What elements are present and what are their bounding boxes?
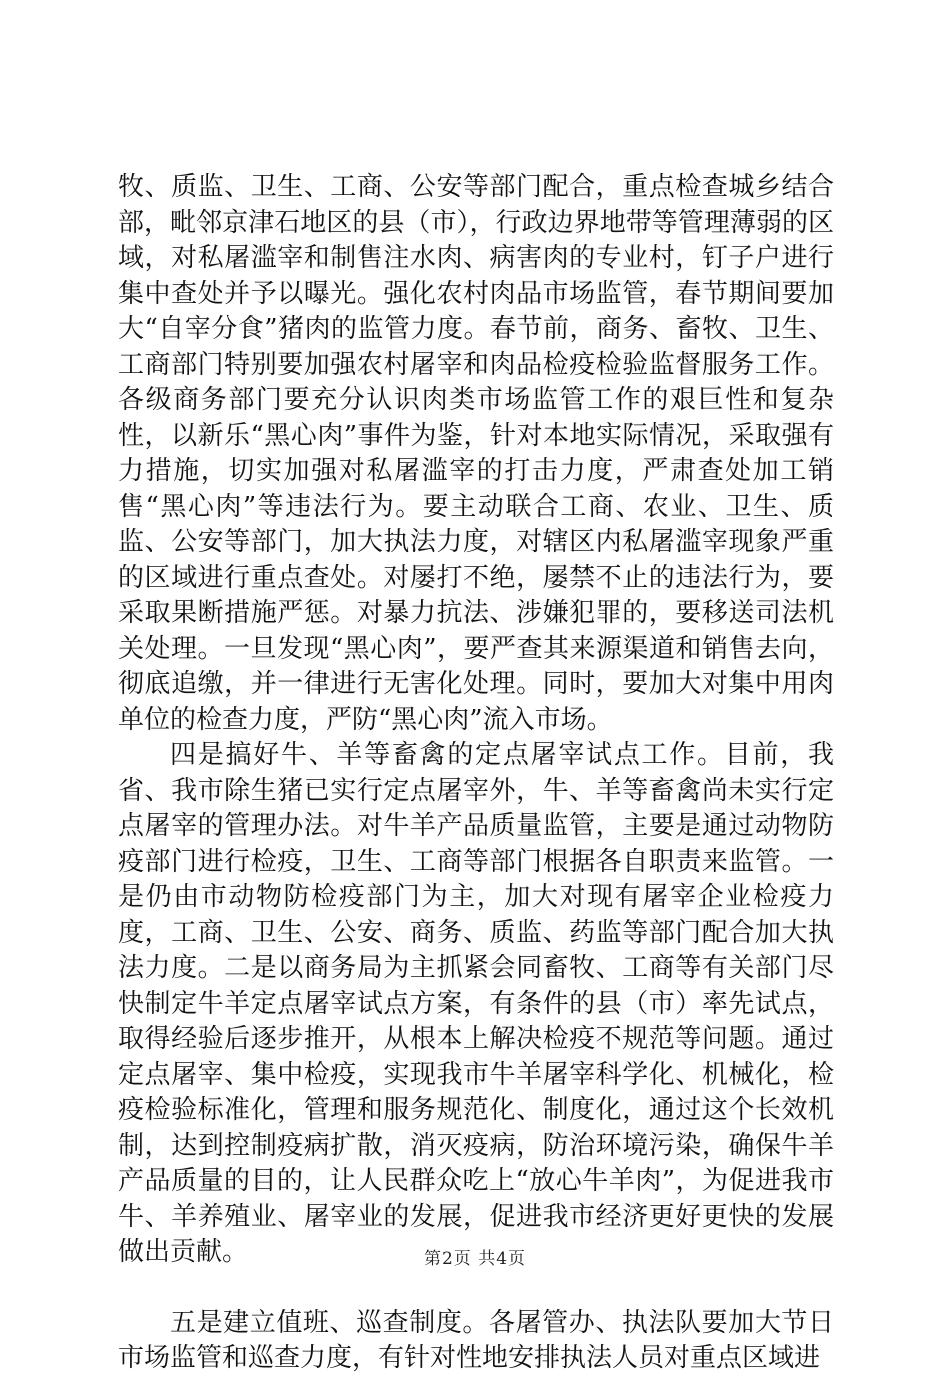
paragraph-item-four: 四是搞好牛、羊等畜禽的定点屠宰试点工作。目前，我省、我市除生猪已实行定点屠宰外，牛、羊等畜禽尚未实行定点屠宰的管理办法。对牛羊产品质量监管，主要是通过动物防疫部门进行检疫，卫生、工商等部门根据各自职责来监管。一是仍由市动物防检疫部门为主，加大对现有屠宰企业检疫力度，工商、卫生、公安、商务、质监、药监等部门配合加大执法力度。二是以商务局为主抓紧会同畜牧、工商等有关部门尽快制定牛羊定点屠宰试点方案，有条件的县（市）率先试点，取得经验后逐步推开，从根本上解决检疫不规范等问题。通过定点屠宰、集中检疫，实现我市牛羊屠宰科学化、机械化，检疫检验标准化，管理和服务规范化、制度化，通过这个长效机制，达到控制疫病扩散，消灭疫病，防治环境污染，确保牛羊产品质量的目的，让人民群众吃上“放心牛羊肉”，为促进我市牛、羊养殖业、屠宰业的发展，促进我市经济更好更快的发展做出贡献。 bbox=[118, 740, 834, 1267]
document-body bbox=[118, 170, 834, 1377]
page-number-footer: 第2页 共4页 bbox=[423, 1249, 527, 1269]
paragraph-item-five: 五是建立值班、巡查制度。各屠管办、执法队要加大节日市场监管和巡查力度，有针对性地安排执法人员对重点区域进 bbox=[118, 1307, 834, 1373]
paragraph-continuation: 牧、质监、卫生、工商、公安等部门配合，重点检查城乡结合部，毗邻京津石地区的县（市），行政边界地带等管理薄弱的区域，对私屠滥宰和制售注水肉、病害肉的专业村，钉子户进行集中查处并予以曝光。强化农村肉品市场监管，春节期间要加大“自宰分食”猪肉的监管力度。春节前，商务、畜牧、卫生、工商部门特别要加强农村屠宰和肉品检疫检验监督服务工作。各级商务部门要充分认识肉类市场监管工作的艰巨性和复杂性，以新乐“黑心肉”事件为鉴，针对本地实际情况，采取强有力措施，切实加强对私屠滥宰的打击力度，严肃查处加工销售“黑心肉”等违法行为。要主动联合工商、农业、卫生、质监、公安等部门，加大执法力度，对辖区内私屠滥宰现象严重的区域进行重点查处。对屡打不绝，屡禁不止的违法行为，要采取果断措施严惩。对暴力抗法、涉嫌犯罪的，要移送司法机关处理。一旦发现“黑心肉”，要严查其来源渠道和销售去向，彻底追缴，并一律进行无害化处理。同时，要加大对集中用肉单位的检查力度，严防“黑心肉”流入市场。 bbox=[118, 172, 834, 735]
